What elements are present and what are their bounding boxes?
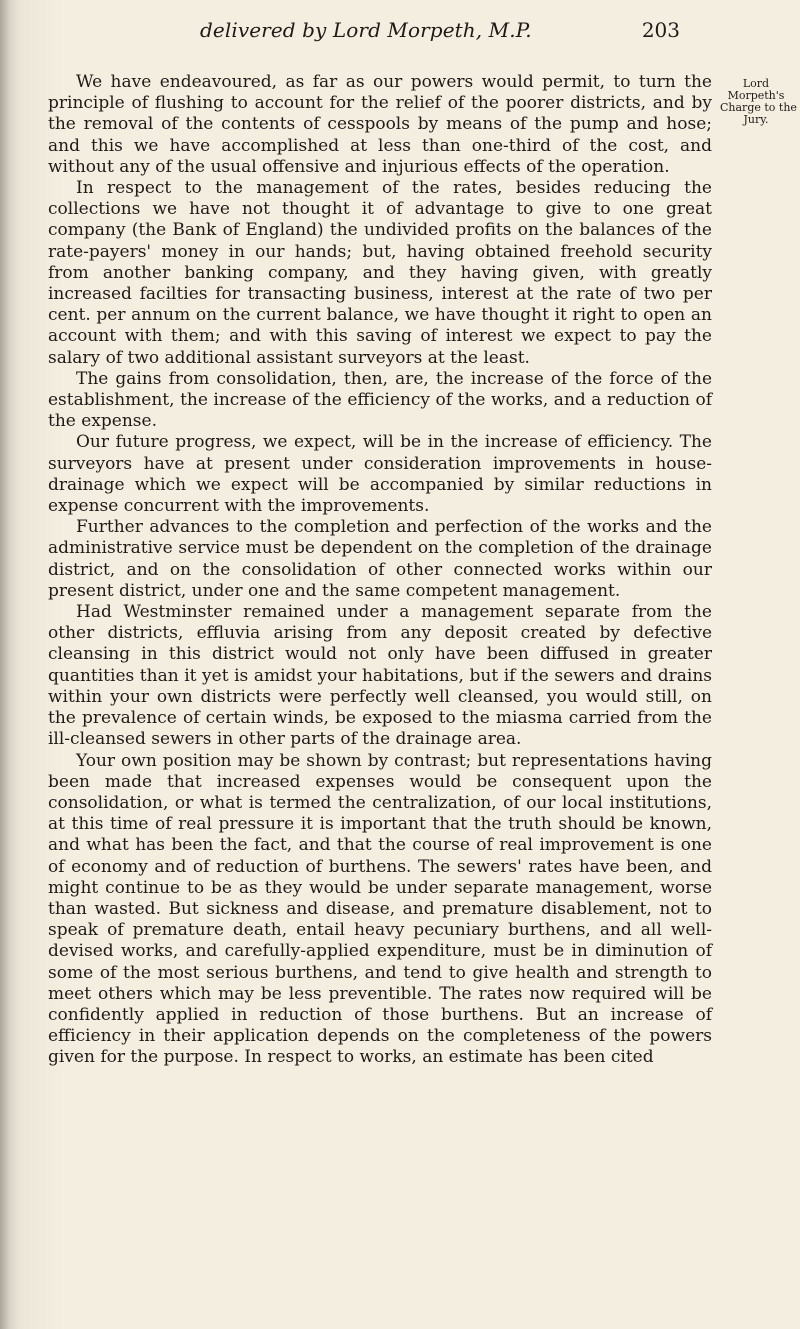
- margin-note-line: Jury.: [743, 113, 769, 126]
- paragraph: Had Westminster remained under a management separate from the other districts, effluvia arising from any deposit created by defective cleansing in this district would not only have been diffused in greater quantities than it yet is amidst your habitations, but if the sewers and drains within your own districts were perfectly well cleansed, you would still, on the prevalence of certain winds, be exposed to the miasma carried from the ill-cleansed sewers in other parts of the drainage area.: [48, 602, 712, 750]
- paragraph: Our future progress, we expect, will be in the increase of efficiency. The surveyors have at present under consideration improvements in house-drainage which we expect will be accompanied by similar reductions in expense concurrent with the improvements.: [48, 432, 712, 517]
- paragraph: In respect to the management of the rates, besides reducing the collections we have not thought it of advantage to give to one great company (the Bank of England) the undivided profits on the balances of the rate-payers' money in our hands; but, having obtained freehold security from another banking company, and they having given, with greatly increased facilties for transacting business, interest at the rate of two per cent. per annum on the current balance, we have thought it right to open an account with them; and with this saving of interest we expect to pay the salary of two additional assistant surveyors at the least.: [48, 178, 712, 368]
- margin-note-line: Morpeth's: [727, 89, 785, 102]
- margin-note-line: Lord: [742, 77, 770, 90]
- paragraph: We have endeavoured, as far as our powers would permit, to turn the principle of flushing to account for the relief of the poorer districts, and by the removal of the contents of cesspools by means of the pump and hose; and this we have accomplished at less than one-third of the cost, and without any of the usual offensive and injurious effects of the operation.: [48, 72, 712, 177]
- paragraph: Further advances to the completion and perfection of the works and the administrative service must be dependent on the completion of the drainage district, and on the consolidation of other connected works within our present district, under one and the same competent management.: [48, 517, 712, 601]
- running-title: delivered by Lord Morpeth, M.P.: [200, 18, 532, 42]
- body-text: [48, 72, 712, 1069]
- page-binding-shadow: [0, 0, 18, 1329]
- margin-note-line: Charge to the: [720, 101, 797, 114]
- paragraph: Your own position may be shown by contrast; but representations having been made that increased expenses would be consequent upon the consolidation, or what is termed the centralization, of our local institutions, at this time of real pressure it is important that the truth should be known, and what has been the fact, and that the course of real improvement is one of economy and of reduction of burthens. The sewers' rates have been, and might continue to be as they would be under separate management, worse than wasted. But sickness and disease, and premature disablement, not to speak of premature death, entail heavy pecuniary burthens, and all well-devised works, and carefully-applied expenditure, must be in diminution of some of the most serious burthens, and tend to give health and strength to meet others which may be less preventible. The rates now required will be confidently applied in reduction of those burthens. But an increase of efficiency in their application depends on the completeness of the powers given for the purpose. In respect to works, an estimate has been cited: [48, 750, 712, 1068]
- page-number: 203: [641, 18, 680, 42]
- page-header: [90, 18, 680, 48]
- margin-note: [720, 77, 797, 126]
- paragraph: The gains from consolidation, then, are, the increase of the force of the establishment, the increase of the efficiency of the works, and a reduction of the expense.: [48, 368, 712, 432]
